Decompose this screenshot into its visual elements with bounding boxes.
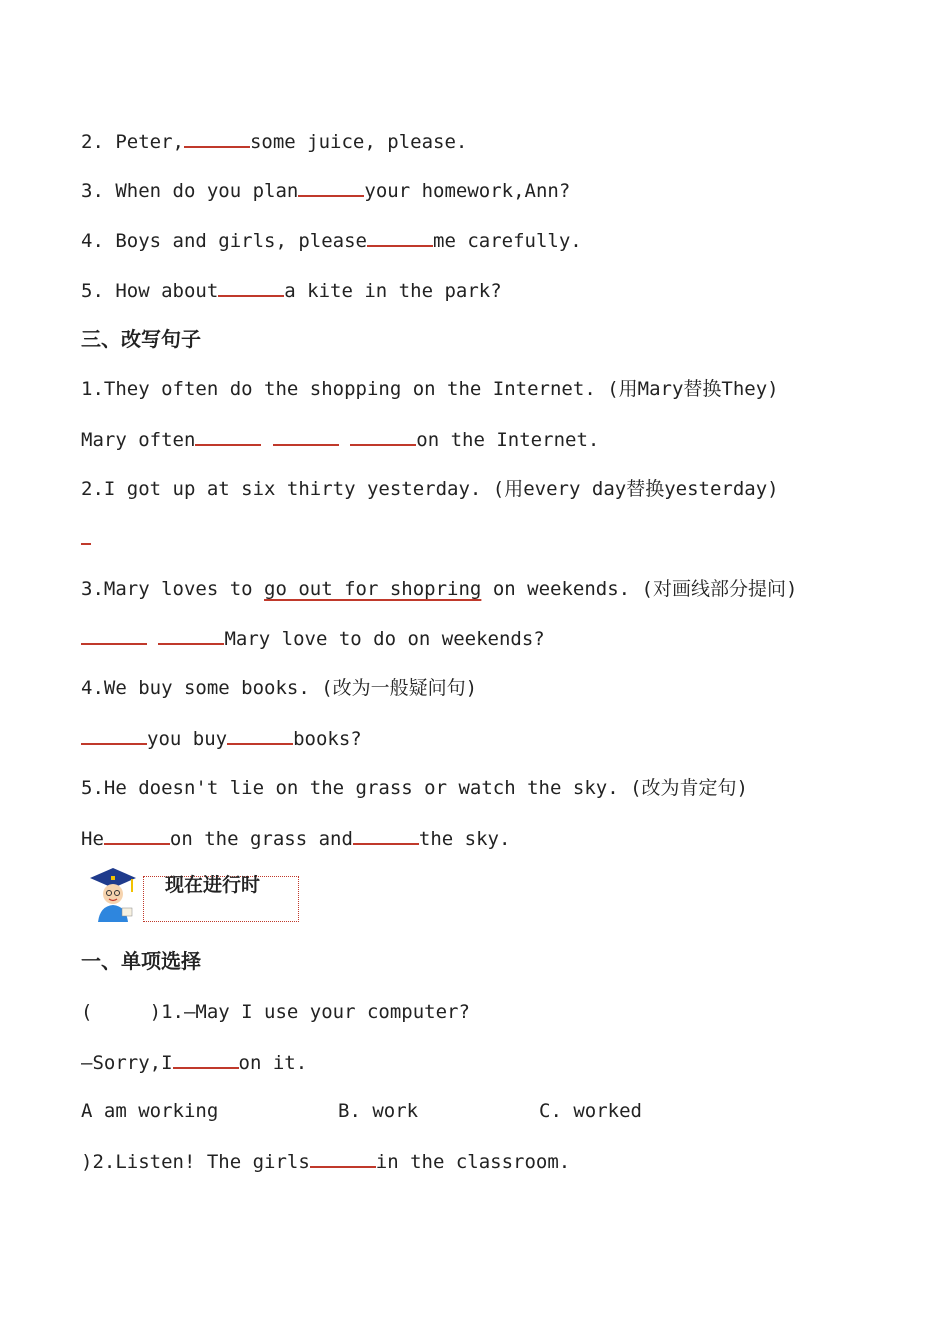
rewrite-q2: 2.I got up at six thirty yesterday. (用every day替换yesterday) (81, 478, 779, 500)
option-a[interactable]: A am working (81, 1100, 219, 1122)
rewrite-q4: 4.We buy some books. (改为一般疑问句) (81, 677, 478, 699)
rewrite-q5-answer: He on the grass and the sky. (81, 825, 510, 852)
fill-in-q2: 2. Peter, some juice, please. (81, 128, 467, 155)
fill-in-q5: 5. How about a kite in the park? (81, 277, 502, 304)
badge-title: 现在进行时 (165, 874, 261, 896)
answer-blank[interactable] (184, 128, 250, 148)
answer-blank[interactable] (367, 227, 433, 247)
fill-in-q4: 4. Boys and girls, please me carefully. (81, 227, 582, 254)
answer-blank[interactable] (218, 277, 284, 297)
answer-blank[interactable] (195, 426, 261, 446)
answer-blank[interactable] (273, 426, 339, 446)
answer-blank[interactable] (173, 1049, 239, 1069)
answer-blank[interactable] (158, 625, 224, 645)
graduate-icon (88, 866, 138, 922)
choice-q1-reply: —Sorry,I on it. (81, 1049, 307, 1076)
choice-q1: ( )1.—May I use your computer? (81, 1001, 470, 1023)
section-heading-choice: 一、单项选择 (81, 949, 201, 973)
section-heading-rewrite: 三、改写句子 (81, 327, 201, 351)
answer-blank[interactable] (350, 426, 416, 446)
answer-blank[interactable] (104, 825, 170, 845)
answer-blank[interactable] (298, 177, 364, 197)
choice-q1-options (81, 1098, 881, 1124)
fill-in-q3: 3. When do you plan your homework,Ann? (81, 177, 570, 204)
rewrite-q4-answer: you buy books? (81, 725, 362, 752)
answer-blank[interactable] (81, 725, 147, 745)
section-badge (88, 866, 308, 926)
rewrite-q1: 1.They often do the shopping on the Internet. (用Mary替换They) (81, 378, 779, 400)
rewrite-q2-answer (81, 525, 91, 552)
rewrite-q5: 5.He doesn't lie on the grass or watch the sky. (改为肯定句) (81, 777, 748, 799)
underlined-phrase: go out for shopring (264, 578, 482, 600)
answer-blank[interactable] (353, 825, 419, 845)
option-c[interactable]: C. worked (539, 1100, 642, 1122)
answer-blank[interactable] (81, 625, 147, 645)
rewrite-q3: 3.Mary loves to go out for shopring on weekends. (对画线部分提问) (81, 578, 798, 600)
rewrite-q1-answer: Mary often on the Internet. (81, 426, 599, 453)
answer-blank[interactable] (81, 525, 91, 545)
rewrite-q3-answer: Mary love to do on weekends? (81, 625, 545, 652)
answer-blank[interactable] (310, 1148, 376, 1168)
choice-q2: )2.Listen! The girls in the classroom. (81, 1148, 570, 1175)
answer-blank[interactable] (227, 725, 293, 745)
option-b[interactable]: B. work (338, 1100, 419, 1122)
